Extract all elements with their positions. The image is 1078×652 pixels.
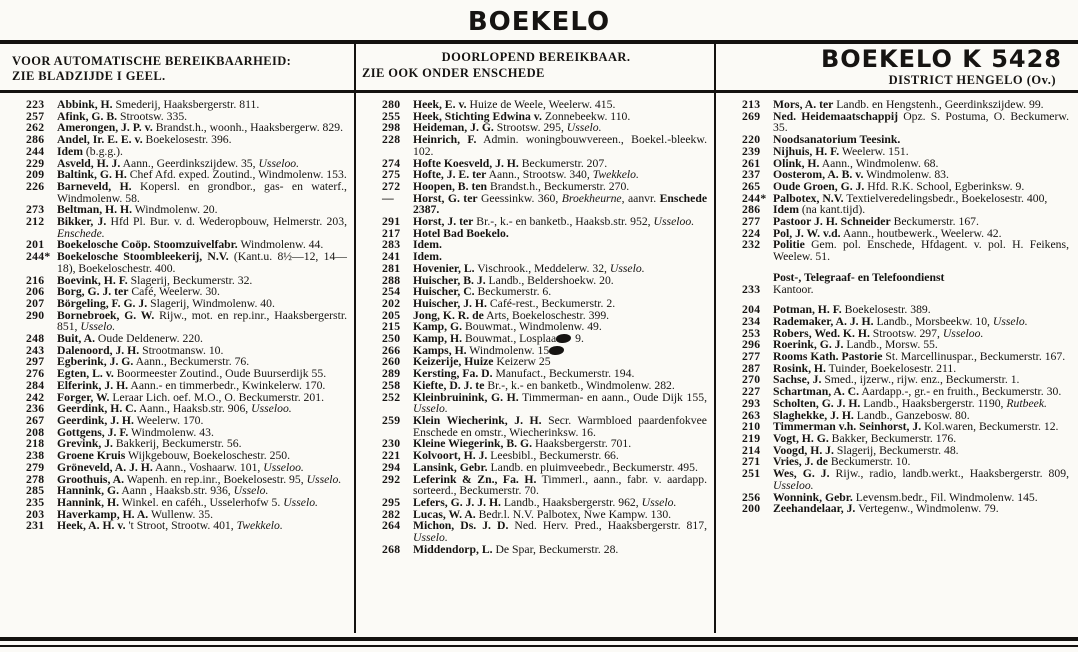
entry-text: Lefers, G. J. J. H. Landb., Haaksbergerstr. 962, Usselo. <box>413 495 677 509</box>
directory-entry <box>382 474 707 497</box>
ink-blot-icon <box>556 334 571 343</box>
entry-text: Huischer, C. Beckumerstr. 6. <box>413 285 552 299</box>
entry-number: 228 <box>382 133 401 147</box>
bottom-rule-thin <box>0 645 1078 647</box>
entry-number: 264 <box>382 519 401 533</box>
entry-text: Gottgens, J. F. Windmolenw. 43. <box>57 425 214 439</box>
entry-number: 229 <box>26 156 45 170</box>
entry-text: Noodsanatorium Teesink. <box>773 133 901 147</box>
bottom-rule-thick <box>0 637 1078 641</box>
entry-number: 248 <box>26 332 45 346</box>
entry-number: 218 <box>26 437 45 451</box>
entry-number: 266 <box>382 343 401 357</box>
entry-number: 208 <box>26 425 45 439</box>
entry-number: 275 <box>382 168 401 182</box>
entry-number: 212 <box>26 215 45 229</box>
header-left <box>0 44 356 90</box>
entry-text: Boekelosche Stoombleekerij, N.V. (Kant.u. 8½—12, 14—18), Boekeloschestr. 400. <box>57 250 347 275</box>
entry-text: Bikker, J. Hfd Pl. Bur. v. d. Wederopbouw, Helmerstr. 203, Enschede. <box>57 215 348 240</box>
entry-number: 298 <box>382 121 401 135</box>
entry-text: Kantoor. <box>773 282 814 296</box>
entry-text: Rademaker, A. J. H. Landb., Morsbeekw. 10, Usselo. <box>773 314 1028 328</box>
entry-number: 287 <box>742 361 761 375</box>
entry-text: Horst, G. ter Geessinkw. 360, Broekheurne, aanvr. Enschede 2387. <box>413 191 708 217</box>
entry-text: Hoopen, B. ten Brandst.h., Beckumerstr. 270. <box>413 179 630 193</box>
entry-text: Hotel Bad Boekelo. <box>413 226 509 240</box>
entry-number: 202 <box>382 296 401 310</box>
entry-text: Pol, J. W. v.d. Aann., houtbewerk., Weelerw. 42. <box>773 226 1002 240</box>
entry-number: 289 <box>382 367 401 381</box>
entry-number: 203 <box>26 507 45 521</box>
entry-text: Heek, E. v. Huize de Weele, Weelerw. 415. <box>413 98 616 111</box>
entry-text: Sachse, J. Smed., ijzerw., rijw. enz., Beckumerstr. 1. <box>773 373 1020 387</box>
entry-text: Huischer, J. H. Café-rest., Beckumerstr. 2. <box>413 296 616 310</box>
entry-number: 270 <box>742 373 761 387</box>
entry-text: Börgeling, F. G. J. Slagerij, Windmolenw. 40. <box>57 296 275 310</box>
entry-number: 231 <box>26 519 45 533</box>
entry-text: Heideman, J. G. Strootsw. 295, Usselo. <box>413 121 602 135</box>
entry-text: Idem (na kant.tijd). <box>773 203 866 217</box>
entry-text: Scholten, G. J. H. Landb., Haaksbergerstr. 1190, Rutbeek. <box>773 396 1047 410</box>
entry-text: Leferink & Zn., Fa. H. Timmerl., aann., fabr. v. aardapp. sorteerd., Beckumerstr. 70. <box>413 472 707 498</box>
entry-number: — <box>382 191 394 205</box>
directory-entry <box>26 251 347 274</box>
entry-text: Idem. <box>413 238 442 252</box>
directory-entry <box>26 520 347 532</box>
entry-number: 244* <box>742 191 767 205</box>
directory-entry <box>742 503 1069 515</box>
entry-text: Egberink, J. G. Aann., Beckumerstr. 76. <box>57 355 250 369</box>
entry-number: 205 <box>382 308 401 322</box>
entry-text: Hannink, G. Aann , Haaksb.str. 936, Usselo. <box>57 484 269 498</box>
entry-number: 226 <box>26 179 45 193</box>
entry-number: 213 <box>742 98 761 111</box>
entry-number: 253 <box>742 326 761 340</box>
entry-text: Groothuis, A. Wapenh. en rep.inr., Boekelosestr. 95, Usselo. <box>57 472 342 486</box>
entry-text: Palbotex, N.V. Textielveredelingsbedr., Boekelosestr. 400, <box>773 191 1048 205</box>
entry-number: 233 <box>742 282 761 296</box>
entry-text: Potman, H. F. Boekelosestr. 389. <box>773 303 931 317</box>
entry-number: 260 <box>382 355 401 369</box>
entry-text: Vries, J. de Beckumerstr. 10. <box>773 455 911 469</box>
entry-number: 221 <box>382 449 401 463</box>
entry-number: 285 <box>26 484 45 498</box>
entry-number: 215 <box>382 320 401 334</box>
entry-text: Beltman, H. H. Windmolenw. 20. <box>57 203 218 217</box>
entry-text: Keizerije, Huize Keizerw 25 <box>413 355 551 369</box>
entry-number: 263 <box>742 408 761 422</box>
entry-text: Amerongen, J. P. v. Brandst.h., woonh., Haaksbergerw. 829. <box>57 121 343 135</box>
bottom-rules <box>0 637 1078 647</box>
entry-text: Heinrich, F. Admin. woningbouwvereen., Boekel.-bleekw. 102. <box>413 133 708 158</box>
entry-text: Borg, G. J. ter Café, Weelerw. 30. <box>57 285 220 299</box>
entry-text: Boekelosche Coöp. Stoomzuivelfabr. Windmolenw. 44. <box>57 238 324 252</box>
entry-text: Kolvoort, H. J. Leesbibl., Beckumerstr. 66. <box>413 449 619 463</box>
entry-number: 224 <box>742 226 761 240</box>
section-heading: Post-, Telegraaf- en Telefoondienst <box>773 270 945 284</box>
entry-number: 273 <box>26 203 45 217</box>
entry-text: Heek, A. H. v. 't Stroot, Strootw. 401, Twekkelo. <box>57 519 283 533</box>
district-label: DISTRICT HENGELO (Ov.) <box>888 73 1056 87</box>
header-center-line2: ZIE OOK ONDER ENSCHEDE <box>362 66 545 80</box>
entry-number: 276 <box>26 367 45 381</box>
entry-number: 230 <box>382 437 401 451</box>
entry-number: 243 <box>26 343 45 357</box>
header-band <box>0 44 1078 90</box>
entry-text: Boevink, H. F. Slagerij, Beckumerstr. 32. <box>57 273 253 287</box>
directory-entry <box>382 520 707 543</box>
entry-number: 261 <box>742 156 761 170</box>
entry-text: Geerdink, H. C. Aann., Haaksb.str. 906, Usseloo. <box>57 402 292 416</box>
entry-number: 288 <box>382 273 401 287</box>
entry-number: 279 <box>26 460 45 474</box>
entry-text: Voogd, H. J. Slagerij, Beckumerstr. 48. <box>773 443 959 457</box>
entry-number: 262 <box>26 121 45 135</box>
entry-number: 258 <box>382 378 401 392</box>
entry-number: 237 <box>742 168 761 182</box>
entry-number: 244 <box>26 144 45 158</box>
entry-text: Michon, Ds. J. D. Ned. Herv. Pred., Haaksbergerstr. 817, Usselo. <box>413 519 707 545</box>
entry-number: 268 <box>382 542 401 556</box>
directory-entry <box>742 468 1069 491</box>
entry-text: Zeehandelaar, J. Vertegenw., Windmolenw. 79. <box>773 502 999 516</box>
entry-number: 223 <box>26 98 45 111</box>
entry-text: Huischer, B. J. Landb., Beldershoekw. 20. <box>413 273 614 287</box>
directory-entry <box>382 134 707 157</box>
entry-number: 217 <box>382 226 401 240</box>
entry-text: Robers, Wed. K. H. Strootsw. 297, Usseloo. <box>773 326 984 340</box>
entry-number: 265 <box>742 179 761 193</box>
entry-text: Olink, H. Aann., Windmolenw. 68. <box>773 156 939 170</box>
entry-number: 286 <box>742 203 761 217</box>
entry-text: Oosterom, A. B. v. Windmolenw. 83. <box>773 168 949 182</box>
entry-text: Politie Gem. pol. Enschede, Hfdagent. v. pol. H. Feikens, Weelew. 51. <box>773 238 1069 264</box>
entry-text: Horst, J. ter Br.-, k.- en banketb., Haaksb.str. 952, Usseloo. <box>413 215 695 229</box>
entry-text: Baltink, G. H. Chef Afd. exped. Zoutind., Windmolenw. 153. <box>57 168 347 182</box>
directory-body <box>0 93 1078 633</box>
entry-text: Oude Groen, G. J. Hfd. R.K. School, Egberinksw. 9. <box>773 179 1025 193</box>
entry-number: 296 <box>742 338 761 352</box>
entry-number: 255 <box>382 109 401 123</box>
entry-text: Afink, G. B. Strootsw. 335. <box>57 109 188 123</box>
entry-text: Andel, Ir. E. E. v. Boekelosestr. 396. <box>57 133 232 147</box>
entry-number: 239 <box>742 144 761 158</box>
header-center-line1: DOORLOPEND BEREIKBAAR. <box>441 50 631 64</box>
entry-text: Kamps, H. Windmolenw. 15 <box>413 344 565 357</box>
entry-number: 254 <box>382 285 401 299</box>
entry-text: Buit, A. Oude Deldenerw. 220. <box>57 332 203 346</box>
exchange-code: BOEKELO K 5428 <box>820 45 1062 73</box>
entry-number: 219 <box>742 431 761 445</box>
header-center <box>356 44 716 90</box>
header-left-line1: VOOR AUTOMATISCHE BEREIKBAARHEID: <box>12 54 292 68</box>
entry-text: Wonnink, Gebr. Levensm.bedr., Fil. Windmolenw. 145. <box>773 490 1038 504</box>
entry-text: Kiefte, D. J. te Br.-, k.- en banketb., Windmolenw. 282. <box>413 378 675 392</box>
directory-entry <box>26 310 347 333</box>
directory-entry <box>742 111 1069 134</box>
entry-text: Kamp, H. Bouwmat., Losplaa 9. <box>413 332 584 346</box>
entry-text: Timmerman v.h. Seinhorst, J. Kol.waren, Beckumerstr. 12. <box>773 420 1059 434</box>
entry-number: 282 <box>382 507 401 521</box>
entry-number: 209 <box>26 168 45 182</box>
entry-number: 293 <box>742 396 761 410</box>
entry-number: 252 <box>382 390 401 404</box>
entry-text: Abbink, H. Smederij, Haaksbergerstr. 811. <box>57 98 260 111</box>
entry-text: Schartman, A. C. Aardapp.-, gr.- en fruith., Beckumerstr. 30. <box>773 385 1062 399</box>
entry-number: 234 <box>742 314 761 328</box>
entry-number: 291 <box>382 215 401 229</box>
header-right <box>716 44 1076 90</box>
entry-text: Asveld, H. J. Aann., Geerdinkszijdew. 35, Usseloo. <box>57 156 300 170</box>
directory-entry <box>382 415 707 438</box>
entry-number: 210 <box>742 420 761 434</box>
page-title: BOEKELO <box>467 7 611 37</box>
entry-text: Forger, W. Leraar Lich. oef. M.O., O. Beckumerstr. 201. <box>57 390 325 404</box>
entry-number: 214 <box>742 443 761 457</box>
entry-text: Kleinbruinink, G. H. Timmerman- en aann., Oude Dijk 155, Usselo. <box>413 390 707 416</box>
entry-text: Jong, K. R. de Arts, Boekeloschestr. 399. <box>413 308 610 322</box>
directory-entry <box>742 239 1069 262</box>
entry-text: Rosink, H. Tuinder, Boekelosestr. 211. <box>773 361 957 375</box>
directory-column <box>716 93 1076 633</box>
entry-number: 204 <box>742 303 761 317</box>
entry-number: 274 <box>382 156 401 170</box>
entry-number: 277 <box>742 350 761 364</box>
entry-number: 238 <box>26 449 45 463</box>
directory-column <box>356 93 716 633</box>
entry-number: 295 <box>382 495 401 509</box>
entry-text: Kamp, G. Bouwmat., Windmolenw. 49. <box>413 320 602 334</box>
entry-number: 281 <box>382 261 401 275</box>
entry-text: Bornebroek, G. W. Rijw., mot. en rep.inr., Haaksbergerstr. 851, Usselo. <box>57 308 347 334</box>
entry-text: Idem. <box>413 250 442 264</box>
directory-entry <box>382 392 707 415</box>
entry-text: Geerdink, J. H. Weelerw. 170. <box>57 413 204 427</box>
entry-text: Hofte, J. E. ter Aann., Strootsw. 340, Twekkelo. <box>413 168 639 182</box>
entry-text: Ned. Heidemaatschappij Opz. S. Postuma, O. Beckumerw. 35. <box>773 109 1069 135</box>
entry-text: Dalenoord, J. H. Strootmansw. 10. <box>57 343 224 357</box>
entry-text: Nijhuis, H. F. Weelerw. 151. <box>773 144 909 158</box>
entry-text: Slaghekke, J. H. Landb., Ganzebosw. 80. <box>773 408 970 422</box>
entry-text: Grevink, J. Bakkerij, Beckumerstr. 56. <box>57 437 242 451</box>
entry-number: 297 <box>26 355 45 369</box>
entry-number: 251 <box>742 467 761 481</box>
entry-text: Kleine Wiegerink, B. G. Haaksbergerstr. 701. <box>413 437 632 451</box>
entry-number: 284 <box>26 378 45 392</box>
entry-number: 286 <box>26 133 45 147</box>
header-left-line2: ZIE BLADZIJDE I GEEL. <box>12 69 166 83</box>
entry-number: 269 <box>742 109 761 123</box>
entry-number: 283 <box>382 238 401 252</box>
entry-number: 201 <box>26 238 45 252</box>
entry-number: 280 <box>382 98 401 111</box>
entry-number: 267 <box>26 413 45 427</box>
entry-number: 294 <box>382 460 401 474</box>
entry-number: 242 <box>26 390 45 404</box>
ink-blot-icon <box>549 346 564 355</box>
entry-number: 259 <box>382 413 401 427</box>
directory-entry <box>26 181 347 204</box>
entry-text: Hovenier, L. Vischrook., Meddelerw. 32, Usselo. <box>413 261 645 275</box>
entry-number: 236 <box>26 402 45 416</box>
entry-number: 200 <box>742 502 761 516</box>
entry-number: 227 <box>742 385 761 399</box>
entry-text: Mors, A. ter Landb. en Hengstenh., Geerdinkszijdew. 99. <box>773 98 1044 111</box>
entry-number: 278 <box>26 472 45 486</box>
entry-text: Rooms Kath. Pastorie St. Marcellinuspar., Beckumerstr. 167. <box>773 350 1066 364</box>
directory-entry <box>26 216 347 239</box>
entry-number: 256 <box>742 490 761 504</box>
entry-text: Middendorp, L. De Spar, Beckumerstr. 28. <box>413 542 619 556</box>
entry-number: 272 <box>382 179 401 193</box>
directory-entry <box>382 544 707 556</box>
entry-number: 244* <box>26 250 51 264</box>
entry-number: 241 <box>382 250 401 264</box>
entry-text: Hofte Koesveld, J. H. Beckumerstr. 207. <box>413 156 608 170</box>
entry-text: Klein Wiecherink, J. H. Secr. Warmbloed paardenfokvee Enschede en omstr., Wiecherinksw. 16. <box>413 413 707 439</box>
entry-text: Heek, Stichting Edwina v. Zonnebeekw. 110. <box>413 109 631 123</box>
entry-text: Lansink, Gebr. Landb. en pluimveebedr., Beckumerstr. 495. <box>413 460 698 474</box>
entry-number: 292 <box>382 472 401 486</box>
directory-column <box>0 93 356 633</box>
entry-text: Elferink, J. H. Aann.- en timmerbedr., Kwinkelerw. 170. <box>57 378 326 392</box>
entry-number: 271 <box>742 455 761 469</box>
entry-number: 232 <box>742 238 761 252</box>
entry-text: Gröneveld, A. J. H. Aann., Voshaarw. 101, Usseloo. <box>57 460 304 474</box>
entry-text: Roerink, G. J. Landb., Morsw. 55. <box>773 338 938 352</box>
directory-entry <box>742 284 1069 296</box>
entry-text: Kersting, Fa. D. Manufact., Beckumerstr. 194. <box>413 367 635 381</box>
entry-text: Groene Kruis Wijkgebouw, Boekeloschestr. 250. <box>57 449 291 463</box>
entry-text: Barneveld, H. Kopersl. en grondbor., gas- en waterf., Windmolenw. 58. <box>57 179 347 205</box>
entry-text: Haverkamp, H. A. Wullenw. 35. <box>57 507 214 521</box>
entry-text: Hannink, H. Winkel. en caféh., Usselerhofw 5. Usselo. <box>57 495 318 509</box>
entry-text: Lucas, W. A. Bedr.l. N.V. Palbotex, Nwe Kampw. 130. <box>413 507 672 521</box>
entry-text: Vogt, H. G. Bakker, Beckumerstr. 176. <box>773 431 957 445</box>
entry-number: 206 <box>26 285 45 299</box>
entry-number: 257 <box>26 109 45 123</box>
entry-number: 207 <box>26 296 45 310</box>
directory-entry <box>382 193 707 216</box>
entry-text: Idem (b.g.g.). <box>57 144 123 158</box>
entry-number: 235 <box>26 495 45 509</box>
entry-number: 250 <box>382 332 401 346</box>
entry-number: 277 <box>742 215 761 229</box>
entry-text: Wes, G. J. Rijw., radio, landb.werkt., Haaksbergerstr. 809, Usseloo. <box>773 467 1069 492</box>
entry-number: 220 <box>742 133 761 147</box>
entry-number: 290 <box>26 308 45 322</box>
entry-text: Egten, L. v. Boormeester Zoutind., Oude Buurserdijk 55. <box>57 367 327 381</box>
entry-text: Pastoor J. H. Schneider Beckumerstr. 167. <box>773 215 979 229</box>
entry-number: 216 <box>26 273 45 287</box>
